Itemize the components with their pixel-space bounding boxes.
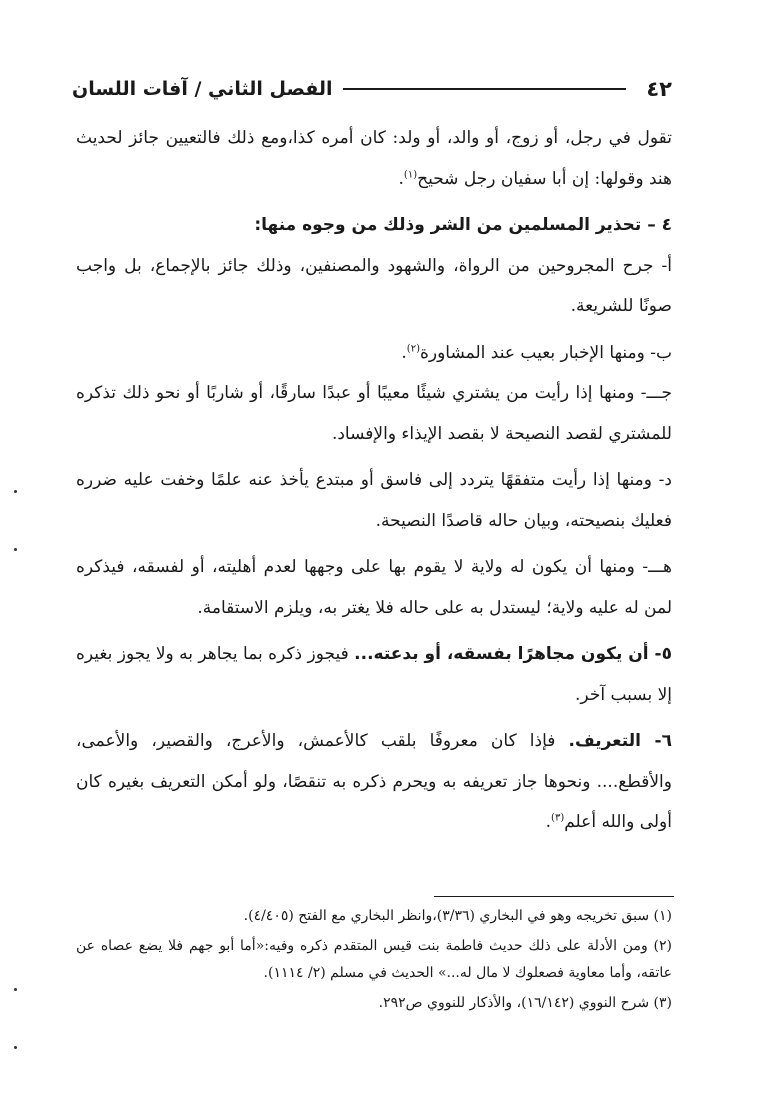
item-b-text: ب- ومنها الإخبار بعيب عند المشاورة bbox=[419, 342, 672, 363]
body-text bbox=[76, 118, 672, 843]
item-b bbox=[76, 333, 672, 374]
footnotes bbox=[76, 903, 672, 1020]
paragraph-5-text: فيجوز ذكره بما يجاهر به ولا يجوز بغيره إلا بسبب آخر. bbox=[75, 644, 672, 705]
paragraph-6 bbox=[76, 721, 672, 843]
item-e: هـــ- ومنها أن يكون له ولاية لا يقوم بها على وجهها لعدم أهليته، أو لفسقه، فيذكره لمن له عليه ولاية؛ ليستدل به على حاله فلا يغتر به، ويلزم الاستقامة. bbox=[76, 557, 672, 618]
page-number: ٤٢ bbox=[646, 77, 672, 101]
margin-dot bbox=[14, 988, 17, 991]
running-title: الفصل الثاني / آفات اللسان bbox=[72, 78, 333, 100]
paragraph-1-text: تقول في رجل، أو زوج، أو والد، أو ولد: كان أمره كذا،ومع ذلك فالتعيين جائز لحديث هند وقولها: إن أبا سفيان رجل شحيح bbox=[76, 128, 672, 189]
item-d: د- ومنها إذا رأيت متفقهًا يتردد إلى فاسق أو مبتدع يأخذ عنه علمًا وخفت عليه ضرره فعليك بنصيحته، وبيان حاله قاصدًا النصيحة. bbox=[76, 470, 672, 531]
section-heading-4: ٤ – تحذير المسلمين من الشر وذلك من وجوه منها: bbox=[254, 215, 672, 235]
footnote-ref-3: (٣) bbox=[551, 812, 565, 824]
footnote-separator bbox=[434, 896, 674, 897]
margin-dot bbox=[14, 490, 17, 493]
footnote-ref-1: (١) bbox=[403, 168, 418, 180]
paragraph-6-lead: ٦- التعريف. bbox=[568, 731, 672, 751]
item-a: أ- جرح المجروحين من الرواة، والشهود والمصنفين، وذلك جائز بالإجماع، بل واجب صونًا للشريعة. bbox=[76, 255, 672, 316]
footnote-3: (٣) شرح النووي (١٦/١٤٢)، والأذكار للنووي ص٢٩٢. bbox=[378, 995, 672, 1011]
header-rule bbox=[343, 88, 627, 90]
footnote-1: (١) سبق تخريجه وهو في البخاري (٣/٣٦)،وانظر البخاري مع الفتح (٤/٤٠٥). bbox=[243, 908, 672, 924]
footnote-ref-2: (٢) bbox=[406, 342, 420, 354]
footnote-2: (٢) ومن الأدلة على ذلك حديث فاطمة بنت قيس المتقدم ذكره وفيه:«أما أبو جهم فلا يضع عصاه عن عاتقه، وأما معاوية فصعلوك لا مال له...» الحديث في مسلم (٢/ ١١١٤). bbox=[76, 938, 672, 981]
item-c: جـــ- ومنها إذا رأيت من يشتري شيئًا معيبًا أو عبدًا سارقًا، أو شاربًا أو نحو ذلك تذكره للمشتري لقصد النصيحة لا بقصد الإيذاء والإفساد. bbox=[76, 383, 672, 444]
margin-dot bbox=[14, 548, 17, 551]
margin-dot bbox=[14, 1046, 17, 1049]
paragraph-5-lead: ٥- أن يكون مجاهرًا بفسقه، أو بدعته... bbox=[354, 644, 672, 664]
paragraph-1-end: . bbox=[398, 168, 404, 189]
paragraph-6-end: . bbox=[545, 812, 552, 832]
item-b-end: . bbox=[401, 342, 407, 363]
paragraph-5 bbox=[76, 634, 672, 715]
paragraph-1 bbox=[76, 118, 672, 199]
paragraph-6-text: فإذا كان معروفًا بلقب كالأعمش، والأعرج، والقصير، والأعمى، والأقطع.... ونحوها جاز تعريفه به ويحرم ذكره به تنقصًا، ولو أمكن التعريف بغيره كان أولى والله أعلم bbox=[76, 731, 672, 832]
page-header bbox=[72, 72, 672, 106]
